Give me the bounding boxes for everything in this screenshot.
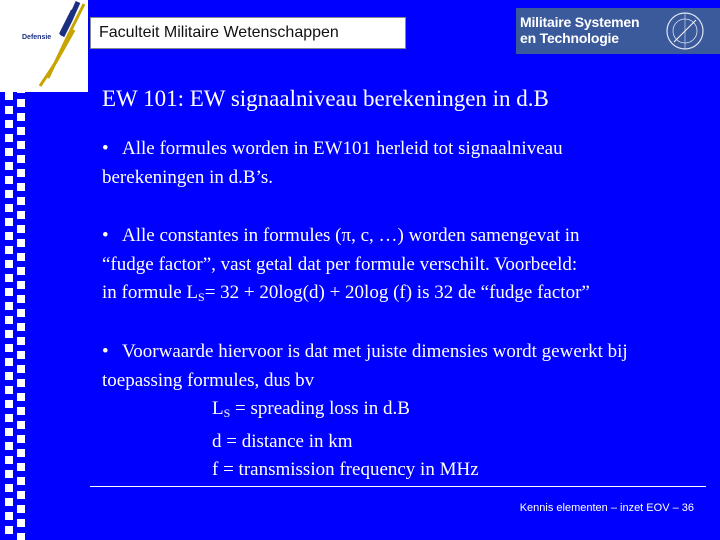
footer-page-label: Kennis elementen – inzet EOV – 36 <box>519 502 694 514</box>
bullet-paragraph-3 <box>102 338 628 485</box>
bullet-paragraph-2 <box>102 222 590 312</box>
def-ls-text: = spreading loss in d.B <box>230 398 410 419</box>
header-bar <box>90 17 406 49</box>
footer-divider <box>90 486 706 487</box>
p3-line-1: Voorwaarde hiervoor is dat met juiste dimensies wordt gewerkt bij <box>122 341 628 362</box>
p1-line-1: Alle formules worden in EW101 herleid tot signaalniveau <box>122 138 563 159</box>
bullet-paragraph-1 <box>102 135 563 192</box>
p2-line-3b: = 32 + 20log(d) + 20log (f) is 32 de “fudge factor” <box>204 282 590 303</box>
p1-line-2: berekeningen in d.B’s. <box>102 166 273 188</box>
definition-d: d = distance in km <box>212 430 353 452</box>
badge-line-1: Militaire Systemen <box>520 14 640 30</box>
definition-f: f = transmission frequency in MHz <box>212 459 479 480</box>
bullet-marker: • <box>102 341 109 362</box>
decorative-square-strip <box>5 64 13 534</box>
defensie-logo <box>0 0 88 92</box>
p3-line-2: toepassing formules, dus bv <box>102 369 315 391</box>
p2-line-3a: in formule L <box>102 282 199 303</box>
compass-emblem-icon <box>664 10 706 52</box>
department-badge <box>516 8 720 54</box>
p2-subscript: S <box>198 290 205 304</box>
defensie-emblem-icon <box>26 0 86 92</box>
bullet-marker: • <box>102 225 109 246</box>
p2-line-2: “fudge factor”, vast getal dat per formule verschilt. Voorbeeld: <box>102 253 578 275</box>
slide-title: EW 101: EW signaalniveau berekeningen in d.B <box>102 86 549 111</box>
def-ls-subscript: S <box>223 406 231 420</box>
badge-line-2: en Technologie <box>520 30 619 46</box>
decorative-square-strip <box>17 71 25 540</box>
definition-ls <box>102 395 628 428</box>
faculty-title: Faculteit Militaire Wetenschappen <box>99 24 339 41</box>
logo-wordmark: Defensie <box>22 34 52 41</box>
bullet-marker: • <box>102 138 109 159</box>
def-ls-symbol: L <box>212 398 224 419</box>
p2-line-1: Alle constantes in formules (π, c, …) worden samengevat in <box>122 225 580 246</box>
